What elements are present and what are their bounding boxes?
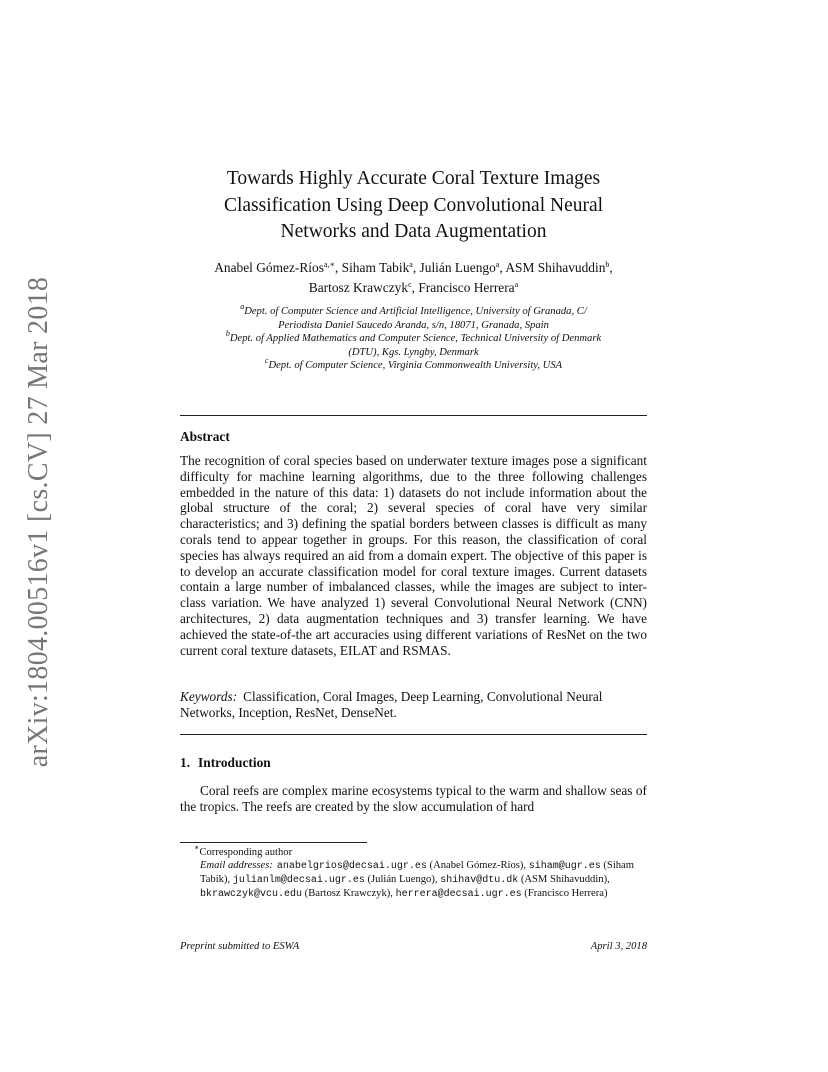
title-line: Towards Highly Accurate Coral Texture Images xyxy=(226,168,601,189)
arxiv-identifier: arXiv:1804.00516v1 [cs.CV] 27 Mar 2018 xyxy=(23,276,54,768)
author-name: Anabel Gómez-Ríos xyxy=(214,260,324,275)
title-line: Networks and Data Augmentation xyxy=(280,221,547,242)
email-owner: Bartosz Krawczyk xyxy=(308,888,387,899)
author-line xyxy=(180,258,647,278)
email-owner: Anabel Gómez-Ríos xyxy=(433,860,520,871)
paper-title xyxy=(180,166,647,246)
email-link[interactable]: julianlm@decsai.ugr.es xyxy=(232,875,365,886)
author-name: Siham Tabik xyxy=(341,260,410,275)
affiliation-line xyxy=(180,302,647,319)
author-affil-mark: a,∗ xyxy=(323,260,335,269)
email-label: Email addresses: xyxy=(200,860,273,871)
email-link[interactable]: shihav@dtu.dk xyxy=(440,875,519,886)
author-line xyxy=(180,278,647,298)
section-title: Introduction xyxy=(198,755,271,770)
section-heading xyxy=(180,755,271,771)
author-affil-mark: a xyxy=(495,260,500,269)
author-name: Bartosz Krawczyk xyxy=(308,279,409,295)
author-separator: , xyxy=(499,260,506,275)
email-owner: ASM Shihavuddin xyxy=(524,874,604,885)
email-owner: Francisco Herrera xyxy=(527,888,604,899)
affiliations xyxy=(180,302,647,373)
footer-date: April 3, 2018 xyxy=(590,941,647,952)
abstract-bottom-rule xyxy=(180,734,647,735)
email-owner: Siham Tabik xyxy=(200,860,634,885)
abstract-top-rule xyxy=(180,415,647,416)
email-link[interactable]: bkrawczyk@vcu.edu xyxy=(200,889,303,900)
affiliation-mark: c xyxy=(264,356,269,366)
affiliation-line xyxy=(180,329,647,346)
keywords-label: Keywords: xyxy=(180,689,238,704)
footnote-text: Corresponding author xyxy=(199,847,293,858)
affiliation-mark: b xyxy=(225,329,230,339)
arxiv-sidebar xyxy=(22,276,56,768)
affiliation-line: Periodista Daniel Saucedo Aranda, s/n, 18071, Granada, Spain xyxy=(278,319,549,331)
abstract-text: The recognition of coral species based on underwater texture images pose a significant difficulty for machine learning algorithms, due to the three following challenges embedded in the nature of this data: 1) datasets do not include information about the global structure of the coral; 2) several species of coral have very similar characteristics; and 3) defining the spatial borders between classes is difficult as many corals tend to appear together in groups. For this reason, the classification of coral species has always required an aid from a domain expert. The objective of this paper is to develop an accurate classification model for coral texture images. Current datasets contain a large number of imbalanced classes, while the images are subject to inter-class variation. We have analyzed 1) several Convolutional Neural Network (CNN) architectures, 2) data augmentation techniques and 3) transfer learning. We have achieved the state-of-the art accuracies using different variations of ResNet on the two current coral texture datasets, EILAT and RSMAS. xyxy=(180,453,647,658)
keywords-text: Classification, Coral Images, Deep Learning, Convolutional Neural Networks, Inception, ResNet, DenseNet. xyxy=(180,689,603,720)
author-affil-mark: a xyxy=(514,279,519,289)
author-name: Francisco Herrera xyxy=(418,279,515,295)
author-list xyxy=(180,258,647,297)
corresponding-author-note xyxy=(180,843,647,859)
author-affil-mark: c xyxy=(408,279,412,289)
author-separator: , xyxy=(334,260,342,275)
affiliation-text: Dept. of Computer Science, Virginia Commonwealth University, USA xyxy=(268,360,563,372)
author-affil-mark: a xyxy=(409,260,413,269)
section-number: 1. xyxy=(180,755,191,770)
author-separator: , xyxy=(411,279,419,295)
footer-preprint: Preprint submitted to ESWA xyxy=(180,941,300,952)
title-line: Classification Using Deep Convolutional Neural xyxy=(223,194,604,216)
affiliation-line xyxy=(180,356,647,373)
affiliation-line: (DTU), Kgs. Lyngby, Denmark xyxy=(348,346,479,358)
introduction-text: Coral reefs are complex marine ecosystems typical to the warm and shallow seas of the tropics. The reefs are created by the slow accumulation of hard xyxy=(180,783,647,814)
email-addresses: Email addresses: anabelgrios@decsai.ugr.es (Anabel Gómez-Ríos), siham@ugr.es (Siham Tabik), julianlm@decsai.ugr.es (Julián Luengo), shihav@dtu.dk (ASM Shihavuddin), bkrawczyk@vcu.edu (Bartosz Krawczyk), herrera@decsai.ugr.es (Francisco Herrera) xyxy=(200,860,634,900)
affiliation-text: Dept. of Computer Science and Artificial Intelligence, University of Granada, C/ xyxy=(244,306,587,317)
author-name: Julián Luengo xyxy=(419,260,496,275)
email-link[interactable]: siham@ugr.es xyxy=(528,861,601,872)
author-separator: , xyxy=(412,260,420,275)
email-link[interactable]: herrera@decsai.ugr.es xyxy=(395,889,522,900)
footnote-rule xyxy=(180,842,367,843)
author-affil-mark: b xyxy=(605,260,610,269)
keywords xyxy=(180,689,647,721)
email-link[interactable]: anabelgrios@decsai.ugr.es xyxy=(276,861,427,872)
footnote-mark: ∗ xyxy=(194,843,200,852)
footnotes xyxy=(180,843,647,901)
author-separator: , xyxy=(609,260,613,275)
affiliation-text: Dept. of Applied Mathematics and Computer Science, Technical University of Denmark xyxy=(229,333,602,345)
author-name: ASM Shihavuddin xyxy=(505,260,606,275)
email-owner: Julián Luengo xyxy=(371,874,432,885)
affiliation-mark: a xyxy=(240,302,245,311)
abstract-heading: Abstract xyxy=(180,429,230,444)
